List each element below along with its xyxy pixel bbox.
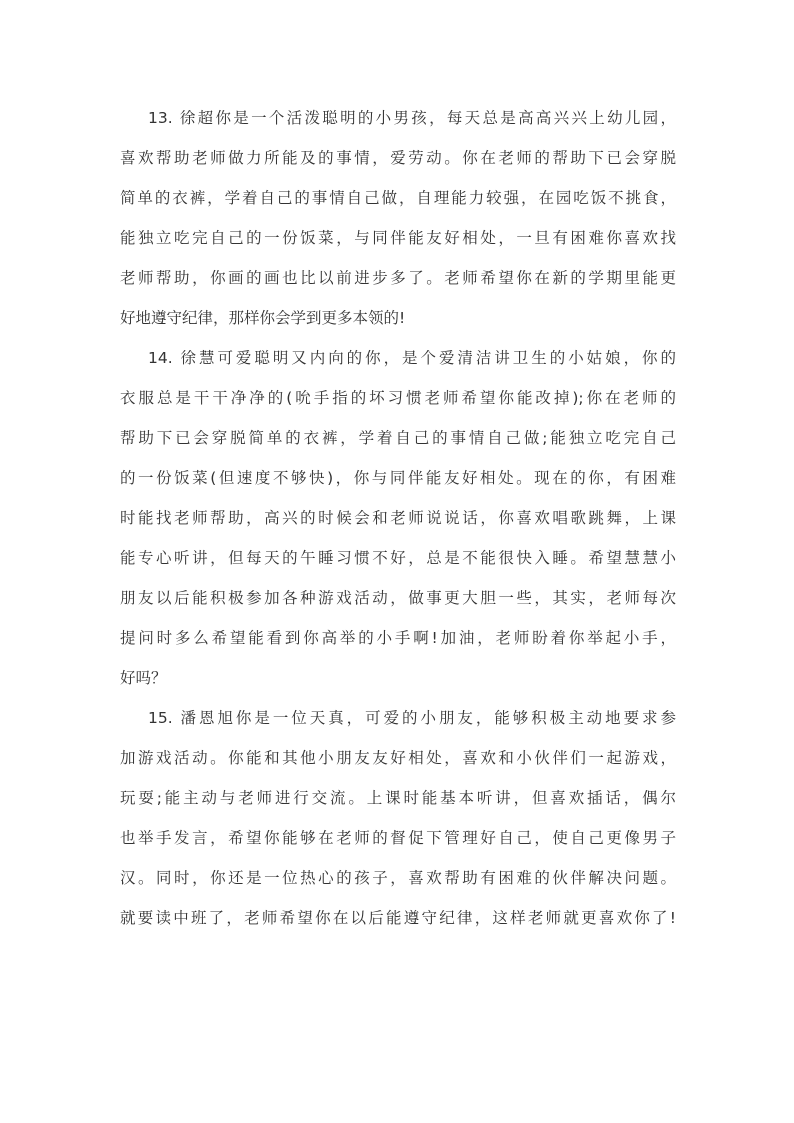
text-line: 能独立吃完自己的一份饭菜，与同伴能友好相处，一旦有困难你喜欢找 xyxy=(120,229,676,247)
text-line: 简单的衣裤，学着自己的事情自己做，自理能力较强，在园吃饭不挑食， xyxy=(120,189,676,207)
text-line: 好地遵守纪律，那样你会学到更多本领的! xyxy=(120,309,406,327)
text-line: 帮助下已会穿脱简单的衣裤，学着自己的事情自己做;能独立吃完自己 xyxy=(120,429,676,447)
text-line: 汉。同时，你还是一位热心的孩子，喜欢帮助有困难的伙伴解决问题。 xyxy=(120,869,676,887)
text-line: 就要读中班了，老师希望你在以后能遵守纪律，这样老师就更喜欢你了! xyxy=(120,909,676,927)
text-line: 能专心听讲，但每天的午睡习惯不好，总是不能很快入睡。希望慧慧小 xyxy=(120,549,676,567)
text-line: 好吗？ xyxy=(120,669,167,687)
text-line: 玩耍;能主动与老师进行交流。上课时能基本听讲，但喜欢插话，偶尔 xyxy=(120,789,676,807)
text-line: 时能找老师帮助，高兴的时候会和老师说说话，你喜欢唱歌跳舞，上课 xyxy=(120,509,676,527)
text-line: 加游戏活动。你能和其他小朋友友好相处，喜欢和小伙伴们一起游戏， xyxy=(120,749,676,767)
text-line: 15. 潘恩旭你是一位天真，可爱的小朋友，能够积极主动地要求参 xyxy=(148,709,676,727)
text-line: 14. 徐慧可爱聪明又内向的你，是个爱清洁讲卫生的小姑娘，你的 xyxy=(148,349,676,367)
document-body xyxy=(120,98,676,938)
text-line: 喜欢帮助老师做力所能及的事情，爱劳动。你在老师的帮助下已会穿脱 xyxy=(120,149,676,167)
text-line: 衣服总是干干净净的(吮手指的坏习惯老师希望你能改掉);你在老师的 xyxy=(120,389,676,407)
paragraph-15 xyxy=(120,698,676,938)
text-line: 也举手发言，希望你能够在老师的督促下管理好自己，使自己更像男子 xyxy=(120,829,676,847)
text-line: 朋友以后能积极参加各种游戏活动，做事更大胆一些，其实，老师每次 xyxy=(120,589,676,607)
paragraph-14 xyxy=(120,338,676,698)
text-line: 的一份饭菜(但速度不够快)，你与同伴能友好相处。现在的你，有困难 xyxy=(120,469,676,487)
text-line: 老师帮助，你画的画也比以前进步多了。老师希望你在新的学期里能更 xyxy=(120,269,676,287)
paragraph-13 xyxy=(120,98,676,338)
text-line: 13. 徐超你是一个活泼聪明的小男孩，每天总是高高兴兴上幼儿园， xyxy=(148,109,676,127)
text-line: 提问时多么希望能看到你高举的小手啊!加油，老师盼着你举起小手， xyxy=(120,629,676,647)
